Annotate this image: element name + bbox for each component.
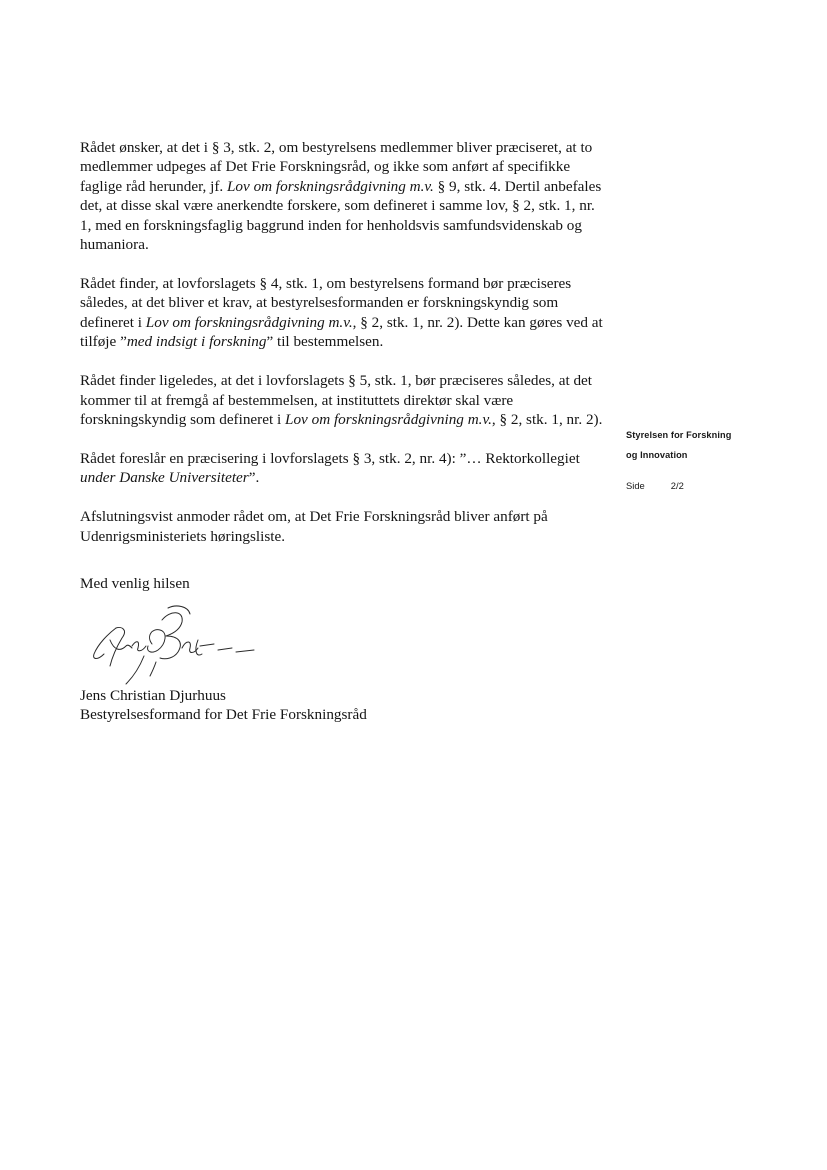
paragraph-text: ” til bestemmelsen. <box>266 333 384 351</box>
paragraph-text: Afslutningsvist anmoder rådet om, at Det Frie Forskningsråd bliver anført på Udenrigsministeriets høringsliste. <box>80 508 548 545</box>
paragraph-text: § 9, stk. 4. Dertil anbefales det, at disse skal være anerkendte forskere, som defineret i samme lov, § 2, stk. 1, nr. 1, med en forskningsfaglig baggrund inden for henholdsvis samfundsvidenskab og humaniora. <box>80 177 602 254</box>
page-label: Side <box>626 480 645 492</box>
letter-body <box>80 138 605 566</box>
paragraph-text: Rådet finder, at lovforslagets § 4, stk. 1, om bestyrelsens formand bør præciseres således, at det bliver et krav, at bestyrelsesformanden er forskningskyndig som defineret i <box>80 275 572 331</box>
quoted-phrase: med indsigt i forskning <box>126 333 267 351</box>
paragraph-proposal <box>80 449 605 488</box>
paragraph-chairman <box>80 274 605 352</box>
quoted-phrase: under Danske Universiteter <box>80 469 249 487</box>
law-reference: Lov om forskningsrådgivning m.v. <box>145 313 353 331</box>
law-reference: Lov om forskningsrådgivning m.v. <box>226 177 434 195</box>
paragraph-board-members <box>80 138 605 254</box>
paragraph-text: , § 2, stk. 1, nr. 2). Dette kan gøres ved at tilføje ” <box>80 313 603 351</box>
law-reference: Lov om forskningsrådgivning m.v. <box>285 411 492 429</box>
sender-sidebar <box>626 426 786 494</box>
paragraph-director <box>80 371 605 429</box>
signer-title: Bestyrelsesformand for Det Frie Forskningsråd <box>80 706 367 724</box>
paragraph-text: ”. <box>248 469 260 487</box>
paragraph-text: , § 2, stk. 1, nr. 2). <box>491 411 603 429</box>
page-reference <box>626 478 786 494</box>
org-name-line-1: Styrelsen for Forskning <box>626 430 732 440</box>
handwritten-signature <box>86 600 266 686</box>
paragraph-text: Rådet finder ligeledes, at det i lovforslagets § 5, stk. 1, bør præciseres således, at det kommer til at fremgå af bestemmelsen, at instituttets direktør skal være forskningskyndig som defineret i <box>80 372 593 429</box>
closing-salutation: Med venlig hilsen <box>80 575 190 592</box>
paragraph-hearing-list <box>80 507 605 546</box>
paragraph-text: Rådet ønsker, at det i § 3, stk. 2, om bestyrelsens medlemmer bliver præciseret, at to medlemmer udpeges af Det Frie Forskningsråd, og ikke som anført af specifikke faglige råd herunder, jf. <box>80 139 593 195</box>
paragraph-text: Rådet foreslår en præcisering i lovforslagets § 3, stk. 2, nr. 4): ”… Rektorkollegiet <box>80 450 580 468</box>
signer-name: Jens Christian Djurhuus <box>80 687 226 704</box>
org-name-line-2: og Innovation <box>626 449 688 460</box>
signer-block <box>80 686 367 725</box>
page-number: 2/2 <box>670 480 684 492</box>
